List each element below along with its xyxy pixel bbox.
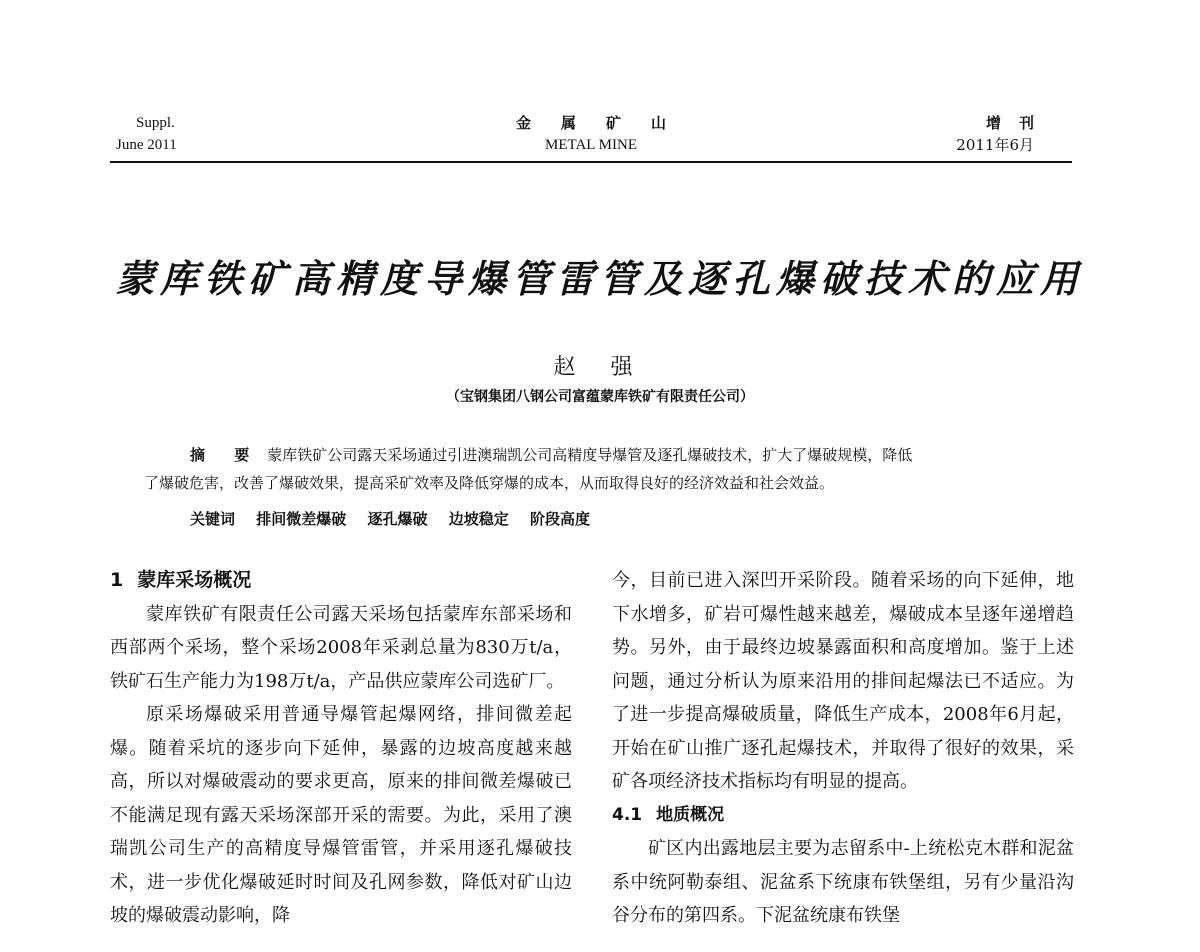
header-journal: [110, 112, 1072, 156]
keyword-item: 边坡稳定: [448, 510, 509, 528]
section-heading: [110, 564, 572, 598]
abstract-label: 摘 要: [190, 446, 262, 464]
abstract: [144, 441, 1040, 497]
abstract-text-2: 了爆破危害，改善了爆破效果，提高采矿效率及降低穿爆的成本，从而取得良好的经济效益和社会效益。: [144, 474, 835, 492]
subsection-heading: [612, 799, 1074, 833]
section-title: 蒙库采场概况: [137, 569, 252, 591]
right-column: [612, 564, 1074, 933]
paragraph: 原采场爆破采用普通导爆管起爆网络，排间微差起爆。随着采坑的逐步向下延伸，暴露的边坡高度越来越高，所以对爆破震动的要求更高，原来的排间微差爆破已不能满足现有露天采场深部开采的需要。为此，采用了澳瑞凯公司生产的高精度导爆管雷管，并采用逐孔爆破技术，进一步优化爆破延时时间及孔网参数，降低对矿山边坡的爆破震动影响，降: [110, 704, 572, 926]
journal-name-cn: 金属矿山: [515, 114, 696, 132]
header-date-en: June 2011: [116, 137, 177, 153]
keywords: [190, 505, 606, 533]
left-column: [110, 564, 572, 933]
affiliation: （宝钢集团八钢公司富蕴蒙库铁矿有限责任公司）: [446, 389, 754, 405]
author: 赵 强: [553, 355, 647, 380]
header-rule: [110, 161, 1072, 163]
journal-name-en: METAL MINE: [545, 137, 637, 153]
abstract-text-1: 蒙库铁矿公司露天采场通过引进澳瑞凯公司高精度导爆管及逐孔爆破技术，扩大了爆破规模，降低: [267, 446, 913, 464]
keyword-item: 逐孔爆破: [367, 510, 428, 528]
paragraph: 今，目前已进入深凹开采阶段。随着采场的向下延伸，地下水增多，矿岩可爆性越来越差，爆破成本呈逐年递增趋势。另外，由于最终边坡暴露面积和高度增加。鉴于上述问题，通过分析认为原来沿用的排间起爆法已不适应。为了进一步提高爆破质量，降低生产成本，2008年6月起，开始在矿山推广逐孔起爆技术，并取得了很好的效果，采矿各项经济技术指标均有明显的提高。: [612, 570, 1074, 792]
paragraph: 矿区内出露地层主要为志留系中-上统松克木群和泥盆系中统阿勒泰组、泥盆系下统康布铁堡组，另有少量沿沟谷分布的第四系。下泥盆统康布铁堡: [612, 838, 1074, 926]
header-date-cn: 2011年6月: [956, 136, 1034, 154]
header-right: [956, 112, 1052, 156]
subsection-title: 地质概况: [656, 804, 725, 825]
paragraph: 蒙库铁矿有限责任公司露天采场包括蒙库东部采场和西部两个采场，整个采场2008年采剥总量为830万t/a，铁矿石生产能力为198万t/a，产品供应蒙库公司选矿厂。: [110, 603, 572, 692]
abstract-line-1: [150, 441, 1040, 469]
paper-title: 蒙库铁矿高精度导爆管雷管及逐孔爆破技术的应用: [115, 256, 1084, 301]
keywords-label: 关键词: [190, 510, 236, 528]
section-number: 1: [110, 569, 124, 591]
running-header: [110, 112, 1072, 162]
header-suppl-cn: 增刊: [985, 114, 1052, 132]
keyword-item: 阶段高度: [530, 510, 591, 528]
keyword-item: 排间微差爆破: [256, 510, 347, 528]
subsection-number: 4.1: [612, 804, 643, 825]
header-suppl: Suppl.: [136, 115, 175, 131]
